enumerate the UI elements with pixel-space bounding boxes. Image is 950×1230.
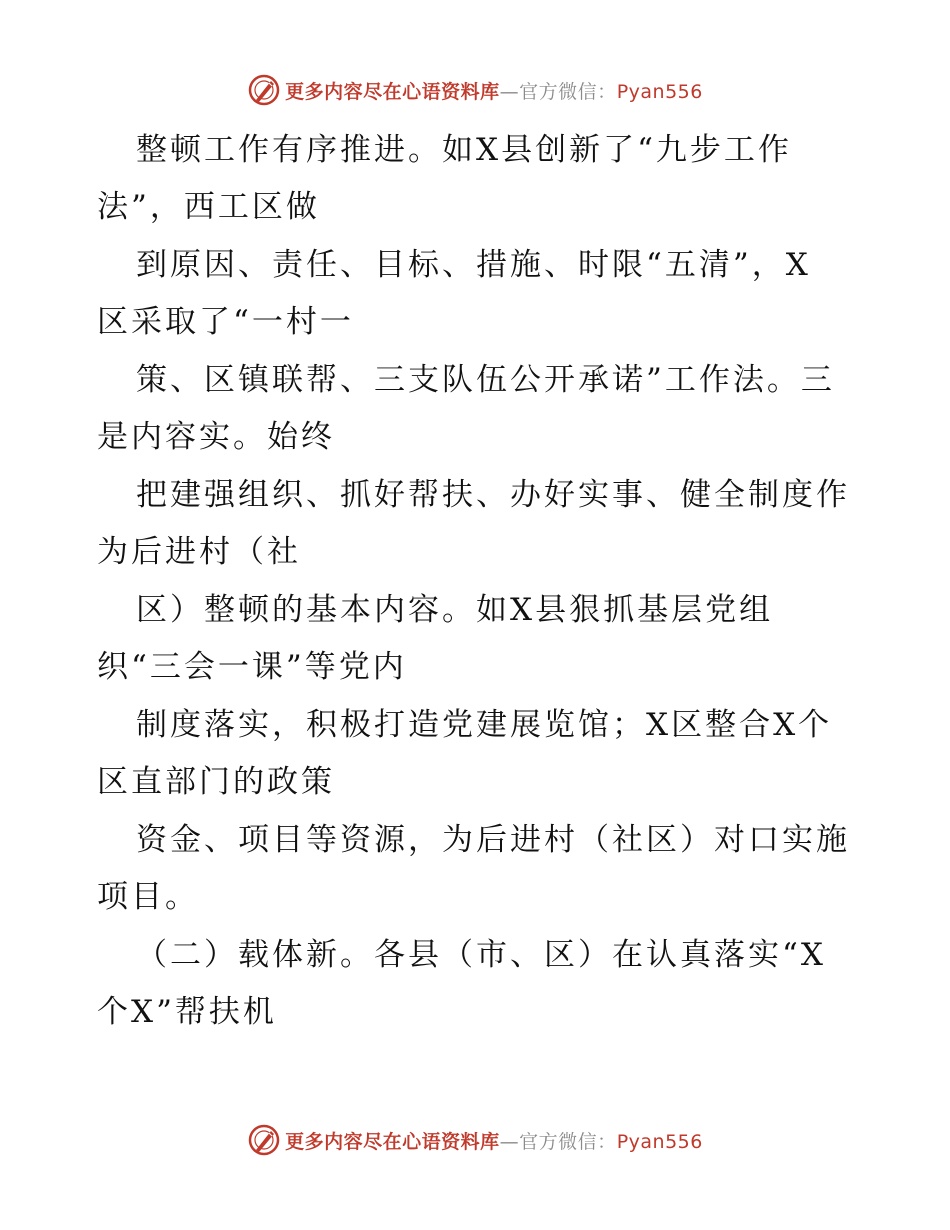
body-line: 区）整顿的基本内容。如X县狠抓基层党组: [136, 592, 774, 628]
watermark-wechat-id: Pyan556: [616, 1130, 703, 1153]
watermark-main: 更多内容尽在心语资料库: [285, 80, 500, 103]
body-line: 个X”帮扶机: [97, 994, 277, 1030]
watermark-wechat-id: Pyan556: [616, 80, 703, 103]
header-watermark: [0, 70, 950, 110]
watermark-separator: —: [499, 1130, 520, 1153]
footer-watermark: [0, 1120, 950, 1160]
body-line: 区直部门的政策: [97, 764, 335, 800]
watermark-label: 官方微信：: [519, 1130, 617, 1153]
body-line: （二）载体新。各县（市、区）在认真落实“X: [136, 937, 826, 973]
watermark-text: [285, 1127, 703, 1154]
body-line: 是内容实。始终: [97, 419, 335, 455]
body-line: 策、区镇联帮、三支队伍公开承诺”工作法。三: [136, 362, 835, 398]
body-line: 到原因、责任、目标、措施、时限“五清”，X: [136, 247, 811, 283]
body-line: 把建强组织、抓好帮扶、办好实事、健全制度作: [136, 477, 850, 513]
body-line: 项目。: [97, 879, 199, 915]
watermark-separator: —: [499, 80, 520, 103]
body-line: 织“三会一课”等党内: [97, 649, 407, 685]
body-line: 整顿工作有序推进。如X县创新了“九步工作: [136, 132, 792, 168]
body-line: 为后进村（社: [97, 534, 301, 570]
watermark-text: [285, 77, 703, 104]
quill-seal-icon: [247, 73, 281, 107]
body-line: 资金、项目等资源，为后进村（社区）对口实施: [136, 822, 850, 858]
body-line: 法”，西工区做: [97, 189, 320, 225]
body-line: 制度落实，积极打造党建展览馆；X区整合X个: [136, 707, 833, 743]
watermark-main: 更多内容尽在心语资料库: [285, 1130, 500, 1153]
quill-seal-icon: [247, 1123, 281, 1157]
watermark-label: 官方微信：: [519, 80, 617, 103]
body-line: 区采取了“一村一: [97, 304, 354, 340]
